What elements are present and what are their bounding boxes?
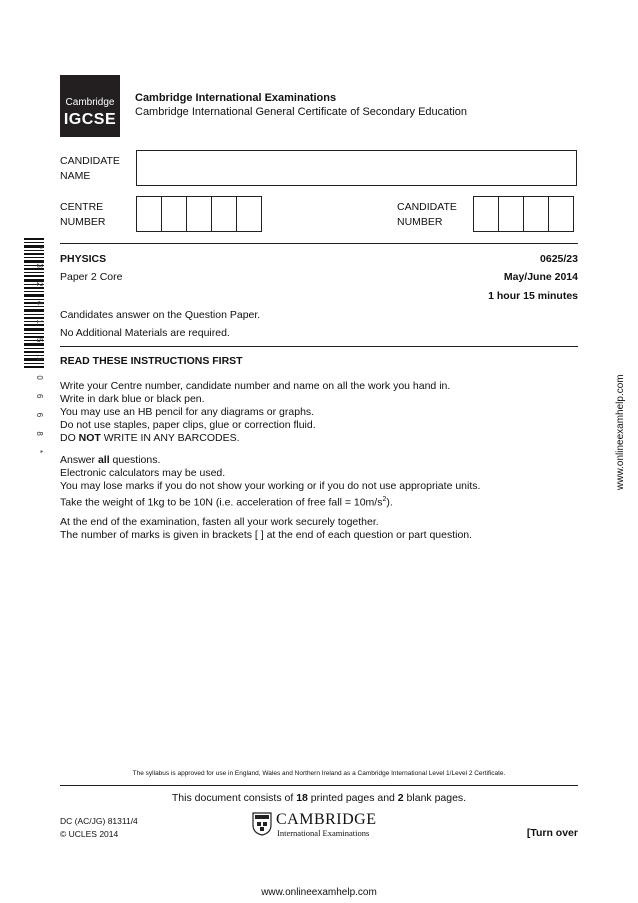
candidate-name-label-line1: CANDIDATE [60,155,120,167]
instruction-emphasis: all [97,454,110,466]
instruction-text: questions. [109,454,161,466]
instruction-emphasis: NOT [78,432,101,444]
paper-name: Paper 2 Core [60,271,123,283]
page-count-note [60,792,578,804]
instruction-line: Write in dark blue or black pen. [60,393,205,405]
centre-number-label-line2: NUMBER [60,216,106,228]
header-title: Cambridge International Examinations [135,92,337,104]
footer-text: blank pages. [403,792,467,804]
duration: 1 hour 15 minutes [488,290,578,302]
paper-code: 0625/23 [540,253,578,265]
instruction-text: Answer [60,454,98,466]
copyright: © UCLES 2014 [60,829,119,839]
blank-pages-count: 2 [397,792,404,804]
candidate-number-label-line2: NUMBER [397,216,443,228]
side-url: www.onlineexamhelp.com [615,374,626,490]
instructions-block-1 [60,380,578,445]
superscript: 2 [382,496,387,503]
instruction-text: Take the weight of 1kg to be 10N (i.e. acceleration of free fall = 10m/s [60,496,383,509]
instruction-line [60,432,578,445]
centre-number-box[interactable] [136,196,162,232]
footer-text: printed pages and [307,792,398,804]
instruction-line: The number of marks is given in brackets [ ] at the end of each question or part question. [60,529,473,541]
candidate-number-label [397,200,457,230]
cambridge-subtitle: International Examinations [277,828,370,838]
document-code: DC (AC/JG) 81311/4 [60,816,138,826]
candidate-name-field[interactable] [136,150,577,186]
turn-over: [Turn over [526,827,578,839]
instruction-line: Electronic calculators may be used. [60,467,226,479]
cambridge-wordmark: CAMBRIDGE [276,811,377,828]
instruction-text: WRITE IN ANY BARCODES. [100,432,240,444]
centre-number-box[interactable] [211,196,237,232]
instruction-line: Do not use staples, paper clips, glue or correction fluid. [60,419,316,431]
instruction-line: Write your Centre number, candidate number and name on all the work you hand in. [60,380,451,392]
instruction-line: At the end of the examination, fasten all your work securely together. [60,516,379,528]
bottom-url: www.onlineexamhelp.com [261,887,377,898]
candidate-name-label [60,154,120,184]
candidate-number-boxes [473,196,574,232]
cambridge-crest-icon [252,812,272,836]
instructions-heading: READ THESE INSTRUCTIONS FIRST [60,355,243,367]
logo-line-2: IGCSE [63,111,117,128]
materials: No Additional Materials are required. [60,327,230,339]
logo-line-1: Cambridge [65,97,115,108]
footer-divider [60,785,578,786]
candidate-number-box[interactable] [473,196,499,232]
divider [60,346,578,347]
answer-on: Candidates answer on the Question Paper. [60,309,261,321]
candidate-number-box[interactable] [548,196,574,232]
instructions-block-3 [60,516,578,542]
centre-number-box[interactable] [186,196,212,232]
instruction-line: You may use an HB pencil for any diagrams or graphs. [60,406,315,418]
syllabus-note: The syllabus is approved for use in England, Wales and Northern Ireland as a Cambridge International Level 1/Level 2 Certificate. [132,770,506,777]
barcode-number: * 3 2 4 1 5 1 0 6 6 8 * [35,246,44,460]
centre-number-label [60,200,106,230]
centre-number-label-line1: CENTRE [60,201,104,213]
instruction-text: DO [60,432,79,444]
candidate-name-label-line2: NAME [60,170,91,182]
centre-number-box[interactable] [236,196,262,232]
footer-text: This document consists of [171,792,297,804]
centre-number-boxes [136,196,262,232]
session: May/June 2014 [503,271,578,283]
candidate-number-box[interactable] [523,196,549,232]
instruction-line [60,454,578,467]
instruction-line [60,493,578,510]
printed-pages-count: 18 [296,792,308,804]
instruction-text: ). [386,496,393,509]
candidate-number-box[interactable] [498,196,524,232]
divider [60,243,578,244]
instruction-line: You may lose marks if you do not show your working or if you do not use appropriate units. [60,480,481,492]
cambridge-igcse-logo [60,75,120,137]
subject: PHYSICS [60,253,107,265]
candidate-number-label-line1: CANDIDATE [397,201,457,213]
instructions-block-2 [60,454,578,510]
centre-number-box[interactable] [161,196,187,232]
header-subtitle: Cambridge International General Certificate of Secondary Education [135,106,468,118]
